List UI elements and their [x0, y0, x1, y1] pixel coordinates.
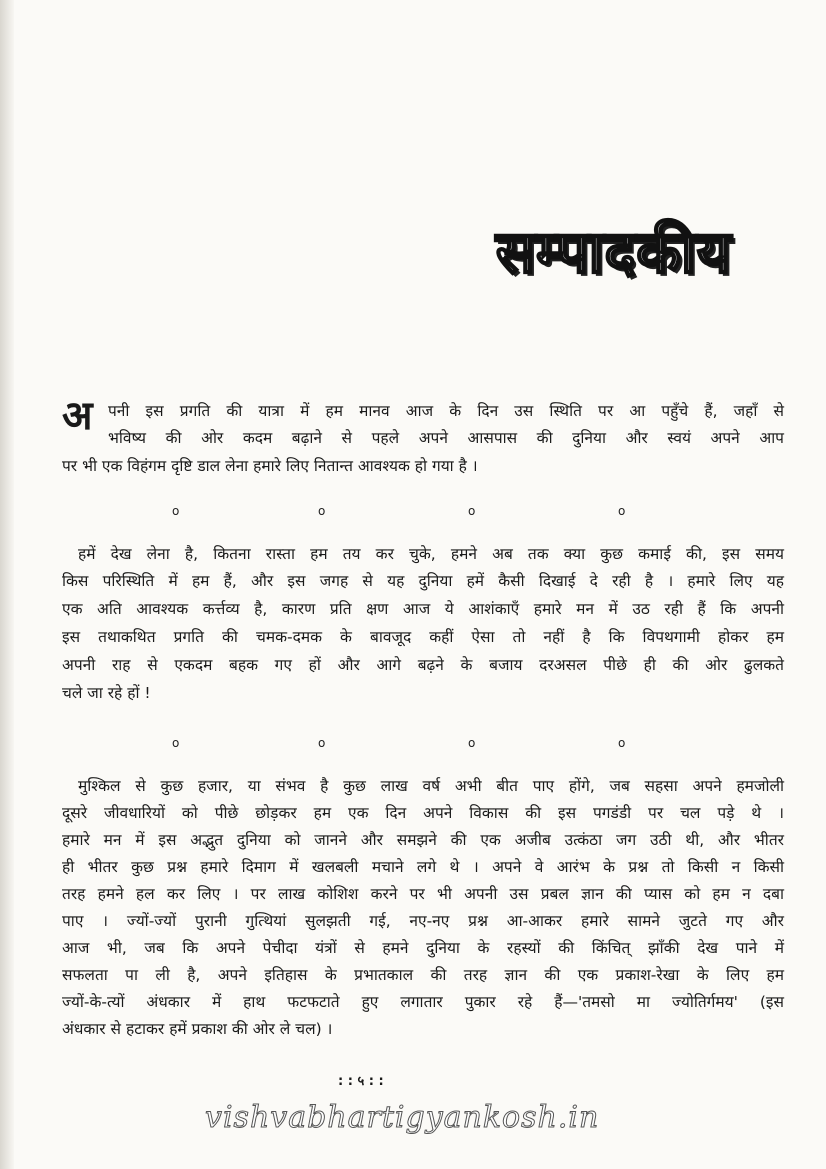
paragraph-3-line: सफलता पा ली है, अपने इतिहास के प्रभातकाल की तरह ज्ञान की एक प्रकाश-रेखा के लिए हम: [62, 966, 784, 984]
page-title: सम्पादकीय: [496, 218, 732, 286]
page-binding-edge: [0, 0, 14, 1169]
section-separator: o: [468, 504, 476, 518]
paragraph-3-line: ही भीतर कुछ प्रश्न हमारे दिमाग में खलबली मचाने लगे थे । अपने वे आरंभ के प्रश्न तो किसी न किसी: [62, 858, 784, 876]
section-separator: o: [318, 736, 326, 750]
paragraph-2-line: एक अति आवश्यक कर्त्तव्य है, कारण प्रति क्षण आज ये आशंकाएँ हमारे मन में उठ रही हैं कि अपनी: [62, 600, 784, 618]
section-separator: o: [172, 736, 180, 750]
paragraph-1-line: पनी इस प्रगति की यात्रा में हम मानव आज के दिन उस स्थिति पर आ पहुँचे हैं, जहाँ से: [108, 402, 784, 420]
paragraph-3-line: तरह हमने हल कर लिए । पर लाख कोशिश करने पर भी अपनी उस प्रबल ज्ञान की प्यास को हम न दबा: [62, 885, 784, 903]
paragraph-2-line: अपनी राह से एकदम बहक गए हों और आगे बढ़ने के बजाय दरअसल पीछे ही की ओर ढुलकते: [62, 656, 784, 674]
section-separator: o: [318, 504, 326, 518]
paragraph-2-line: इस तथाकथित प्रगति की चमक-दमक के बावजूद कहीं ऐसा तो नहीं है कि विपथगामी होकर हम: [62, 628, 784, 646]
page-number: : : ५ : :: [338, 1074, 384, 1089]
section-separator: o: [618, 504, 626, 518]
section-separator: o: [618, 736, 626, 750]
paragraph-2-line: चले जा रहे हों !: [62, 684, 151, 702]
paragraph-2-line: हमें देख लेना है, कितना रास्ता हम तय कर चुके, हमने अब तक क्या कुछ कमाई की, इस समय: [78, 545, 784, 563]
paragraph-3-line: हमारे मन में इस अद्भुत दुनिया को जानने और समझने की एक अजीब उत्कंठा जग उठी थी, और भीतर: [62, 831, 784, 849]
watermark: vishvabhartigyankosh.in: [205, 1100, 600, 1135]
paragraph-1-line: पर भी एक विहंगम दृष्टि डाल लेना हमारे लिए नितान्त आवश्यक हो गया है ।: [62, 457, 478, 475]
paragraph-3-line: अंधकार से हटाकर हमें प्रकाश की ओर ले चल) ।: [62, 1020, 333, 1038]
paragraph-3-line: दूसरे जीवधारियों को पीछे छोड़कर हम एक दिन अपने विकास की इस पगडंडी पर चल पड़े थे ।: [62, 804, 784, 822]
paragraph-3-line: पाए । ज्यों-ज्यों पुरानी गुत्थियां सुलझती गई, नए-नए प्रश्न आ-आकर हमारे सामने जुटते गए और: [62, 912, 784, 930]
paragraph-3-line: आज भी, जब कि अपने पेचीदा यंत्रों से हमने दुनिया के रहस्यों की किंचित् झाँकी देख पाने में: [62, 939, 784, 957]
drop-cap: अ: [62, 393, 93, 439]
paragraph-3-line: मुश्किल से कुछ हजार, या संभव है कुछ लाख वर्ष अभी बीत पाए होंगे, जब सहसा अपने हमजोली: [78, 777, 784, 795]
section-separator: o: [468, 736, 476, 750]
paragraph-1-line: भविष्य की ओर कदम बढ़ाने से पहले अपने आसपास की दुनिया और स्वयं अपने आप: [108, 429, 784, 447]
section-separator: o: [172, 504, 180, 518]
paragraph-2-line: किस परिस्थिति में हम हैं, और इस जगह से यह दुनिया हमें कैसी दिखाई दे रही है । हमारे लिए यह: [62, 572, 784, 590]
paragraph-3-line: ज्यों-के-त्यों अंधकार में हाथ फटफटाते हुए लगातार पुकार रहे हैं—'तमसो मा ज्योतिर्गमय' (इस: [62, 993, 784, 1011]
